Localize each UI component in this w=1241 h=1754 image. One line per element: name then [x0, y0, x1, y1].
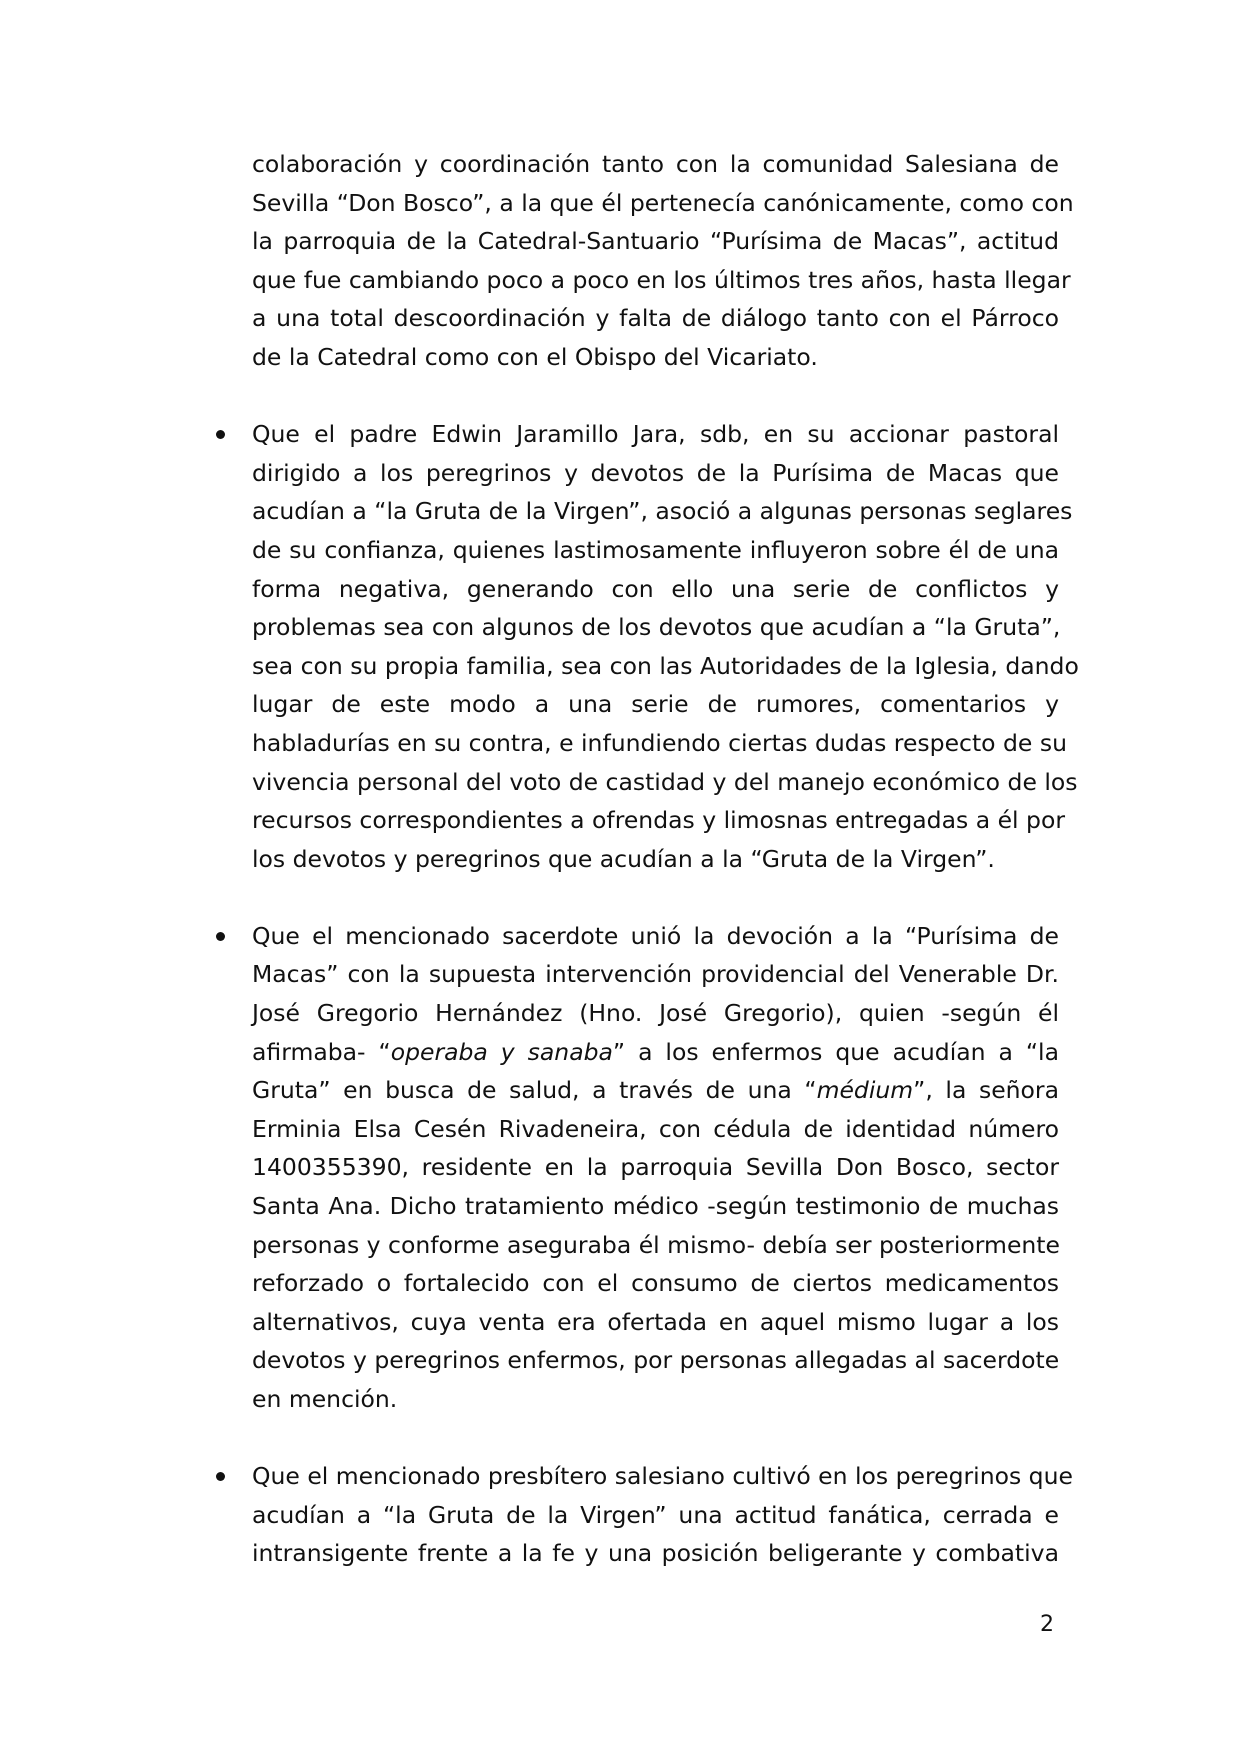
- bullet-item-1: [252, 415, 1079, 878]
- text-line: de su confianza, quienes lastimosamente influyeron sobre él de una: [252, 535, 1059, 564]
- text-line: habladurías en su contra, e infundiendo ciertas dudas respecto de su: [252, 728, 1067, 757]
- text-line: reforzado o fortalecido con el consumo de ciertos medicamentos: [252, 1269, 1059, 1298]
- text-line: personas y conforme aseguraba él mismo- debía ser posteriormente: [252, 1230, 1060, 1259]
- text-line: acudían a “la Gruta de la Virgen” una actitud fanática, cerrada e: [252, 1500, 1059, 1529]
- text-line: Sevilla “Don Bosco”, a la que él pertenecía canónicamente, como con: [252, 188, 1074, 217]
- bullet-paragraph: [252, 415, 1079, 878]
- text-line: problemas sea con algunos de los devotos que acudían a “la Gruta”,: [252, 613, 1061, 642]
- text-line: José Gregorio Hernández (Hno. José Gregorio), quien -según él: [252, 999, 1059, 1028]
- bullet-item-2: [252, 917, 1059, 1419]
- text-line-with-italic: afirmaba- “operaba y sanaba” a los enfermos que acudían a “la: [252, 1037, 1059, 1066]
- text-line: los devotos y peregrinos que acudían a la “Gruta de la Virgen”.: [252, 844, 995, 873]
- text-line: Que el padre Edwin Jaramillo Jara, sdb, en su accionar pastoral: [252, 420, 1059, 449]
- text-line: la parroquia de la Catedral-Santuario “Purísima de Macas”, actitud: [252, 227, 1059, 256]
- text-line: intransigente frente a la fe y una posición beligerante y combativa: [252, 1539, 1059, 1568]
- bullet-icon: [216, 430, 225, 439]
- text-line-with-italic: Gruta” en busca de salud, a través de una “médium”, la señora: [252, 1076, 1059, 1105]
- text-line: acudían a “la Gruta de la Virgen”, asoció a algunas personas seglares: [252, 497, 1073, 526]
- text-line: dirigido a los peregrinos y devotos de la Purísima de Macas que: [252, 458, 1059, 487]
- bullet-icon: [216, 1472, 225, 1481]
- text-line: a una total descoordinación y falta de diálogo tanto con el Párroco: [252, 304, 1059, 333]
- text-line: lugar de este modo a una serie de rumores, comentarios y: [252, 690, 1059, 719]
- text-line: Erminia Elsa Cesén Rivadeneira, con cédula de identidad número: [252, 1114, 1059, 1143]
- text-line: forma negativa, generando con ello una serie de conflictos y: [252, 574, 1059, 603]
- text-line: sea con su propia familia, sea con las Autoridades de la Iglesia, dando: [252, 651, 1079, 680]
- text-line: de la Catedral como con el Obispo del Vicariato.: [252, 342, 818, 371]
- text-line: Macas” con la supuesta intervención providencial del Venerable Dr.: [252, 960, 1059, 989]
- text-line: 1400355390, residente en la parroquia Sevilla Don Bosco, sector: [252, 1153, 1059, 1182]
- italic-phrase: operaba y sanaba: [390, 1037, 613, 1066]
- text-line: en mención.: [252, 1385, 398, 1413]
- text-line: Que el mencionado presbítero salesiano cultivó en los peregrinos que: [252, 1462, 1073, 1491]
- bullet-item-3: [252, 1457, 1073, 1573]
- text-line: colaboración y coordinación tanto con la comunidad Salesiana de: [252, 150, 1059, 178]
- text-line: devotos y peregrinos enfermos, por personas allegadas al sacerdote: [252, 1346, 1060, 1375]
- intro-paragraph: [252, 145, 1074, 377]
- bullet-paragraph: [252, 1457, 1073, 1573]
- text-line: alternativos, cuya venta era ofertada en aquel mismo lugar a los: [252, 1307, 1059, 1336]
- text-line: que fue cambiando poco a poco en los últimos tres años, hasta llegar: [252, 265, 1071, 294]
- text-line: Santa Ana. Dicho tratamiento médico -según testimonio de muchas: [252, 1192, 1059, 1221]
- page-number: 2: [1040, 1612, 1054, 1637]
- text-line: recursos correspondientes a ofrendas y limosnas entregadas a él por: [252, 806, 1065, 835]
- bullet-paragraph: [252, 917, 1059, 1419]
- text-line: vivencia personal del voto de castidad y del manejo económico de los: [252, 767, 1078, 796]
- italic-phrase: médium: [816, 1076, 914, 1105]
- bullet-icon: [216, 932, 225, 941]
- document-body: [252, 145, 1079, 1573]
- text-line: Que el mencionado sacerdote unió la devoción a la “Purísima de: [252, 921, 1059, 950]
